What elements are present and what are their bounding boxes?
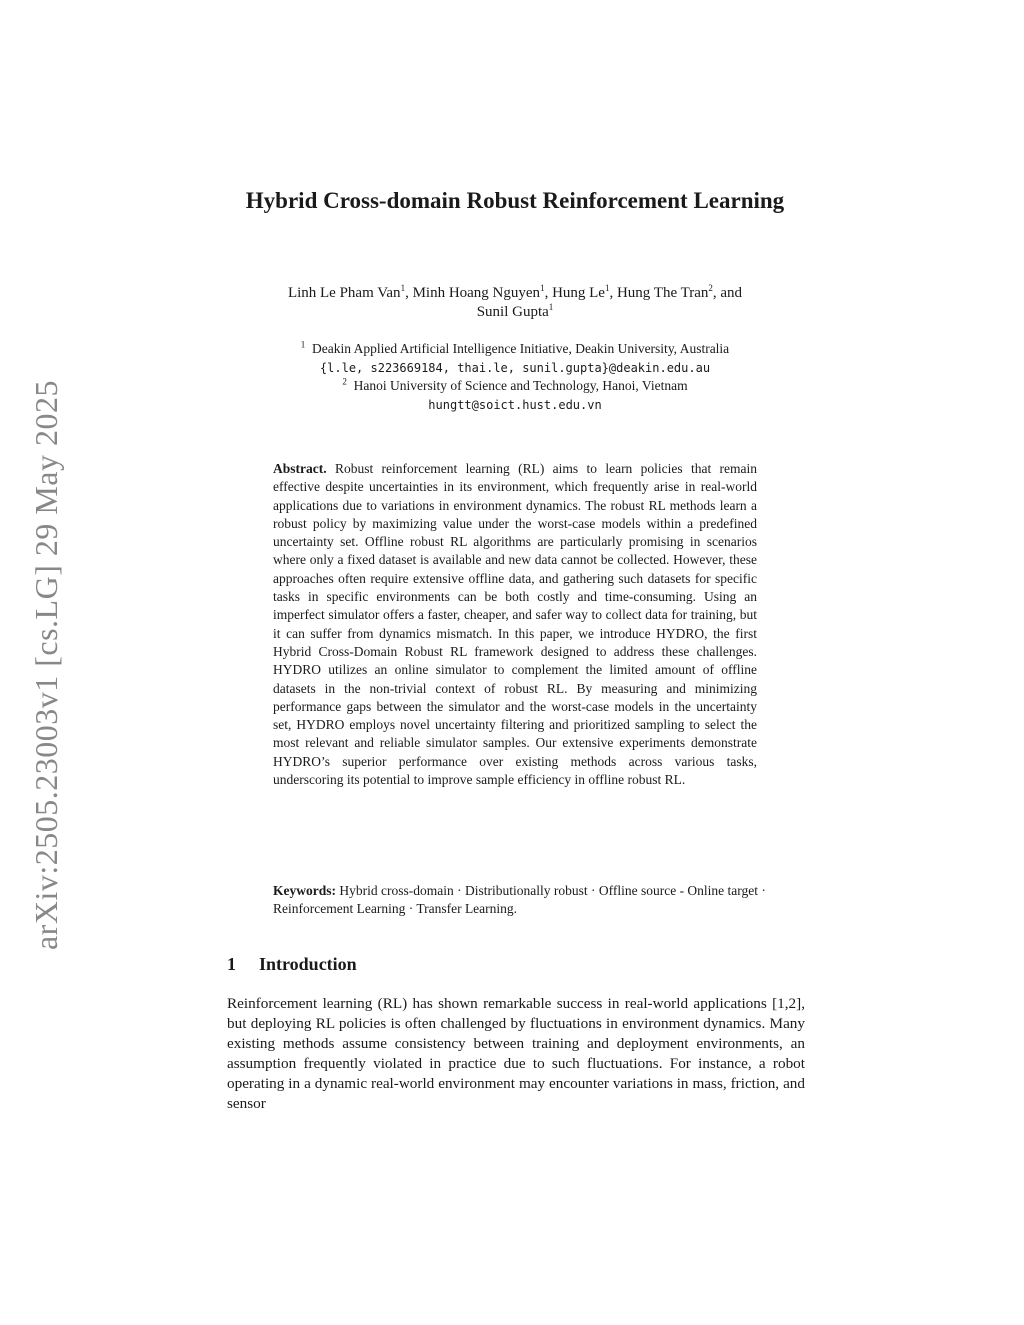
keywords	[273, 882, 768, 919]
affiliation-1: $^1$ Deakin Applied Artificial Intelligence Initiative, Deakin University, Australia	[300, 339, 730, 356]
arxiv-stamp: arXiv:2505.23003v1 [cs.LG] 29 May 2025	[28, 379, 64, 951]
abstract-text: Robust reinforcement learning (RL) aims to learn policies that remain effective despite uncertainties in its environment, which frequently arise in real-world applications due to variations in environment dynamics. The robust RL methods learn a robust policy by maximizing value under the worst-case models within a predefined uncertainty set. Offline robust RL algorithms are particularly promising in scenarios where only a fixed dataset is available and new data cannot be collected. However, these approaches often require extensive offline data, and gathering such datasets for specific tasks in specific environments can be both costly and time-consuming. Using an imperfect simulator offers a faster, cheaper, and safer way to collect data for training, but it can suffer from dynamics mismatch. In this paper, we introduce HYDRO, the first Hybrid Cross-Domain Robust RL framework designed to address these challenges. HYDRO utilizes an online simulator to complement the limited amount of offline datasets in the non-trivial context of robust RL. By measuring and minimizing performance gaps between the simulator and the worst-case models in the uncertainty set, HYDRO employs novel uncertainty filtering and prioritized sampling to select the most relevant and reliable simulator samples. Our extensive experiments demonstrate HYDRO’s superior performance over existing methods across various tasks, underscoring its potential to improve sample efficiency in offline robust RL.	[273, 461, 757, 788]
author: Hung The Tran$^2$, and	[616, 283, 743, 301]
affiliation-1-email: {l.le, s223669184, thai.le, sunil.gupta}@deakin.edu.au	[319, 360, 711, 375]
author: Hung Le$^1$,	[552, 283, 617, 301]
abstract-label: Abstract.	[273, 461, 327, 476]
introduction-paragraph: Reinforcement learning (RL) has shown remarkable success in real-world applications [1,2], but deploying RL policies is often challenged by fluctuations in environment dynamics. Many existing methods assume consistency between training and deployment environments, an assumption frequently violated in practice due to such fluctuations. For instance, a robot operating in a dynamic real-world environment may encounter variations in mass, friction, and sensor	[227, 995, 805, 1112]
paper-title: Hybrid Cross-domain Robust Reinforcement Learning	[245, 188, 785, 213]
section-heading	[227, 952, 357, 976]
abstract	[273, 460, 757, 789]
author: Minh Hoang Nguyen$^1$,	[412, 283, 553, 301]
affiliation-2-email: hungtt@soict.hust.edu.vn	[428, 397, 602, 412]
section-title: Introduction	[259, 954, 357, 974]
author: Sunil Gupta$^1$	[476, 302, 554, 320]
author-list	[225, 284, 805, 322]
affiliations	[230, 340, 800, 414]
author: Linh Le Pham Van$^1$,	[287, 283, 413, 301]
affiliation-2: $^2$ Hanoi University of Science and Technology, Hanoi, Vietnam	[342, 376, 688, 393]
keywords-label: Keywords:	[273, 883, 336, 898]
section-number: 1	[227, 954, 236, 974]
keywords-text: Hybrid cross-domain · Distributionally robust · Offline source - Online target · Reinforcement Learning · Transfer Learning.	[273, 883, 766, 917]
